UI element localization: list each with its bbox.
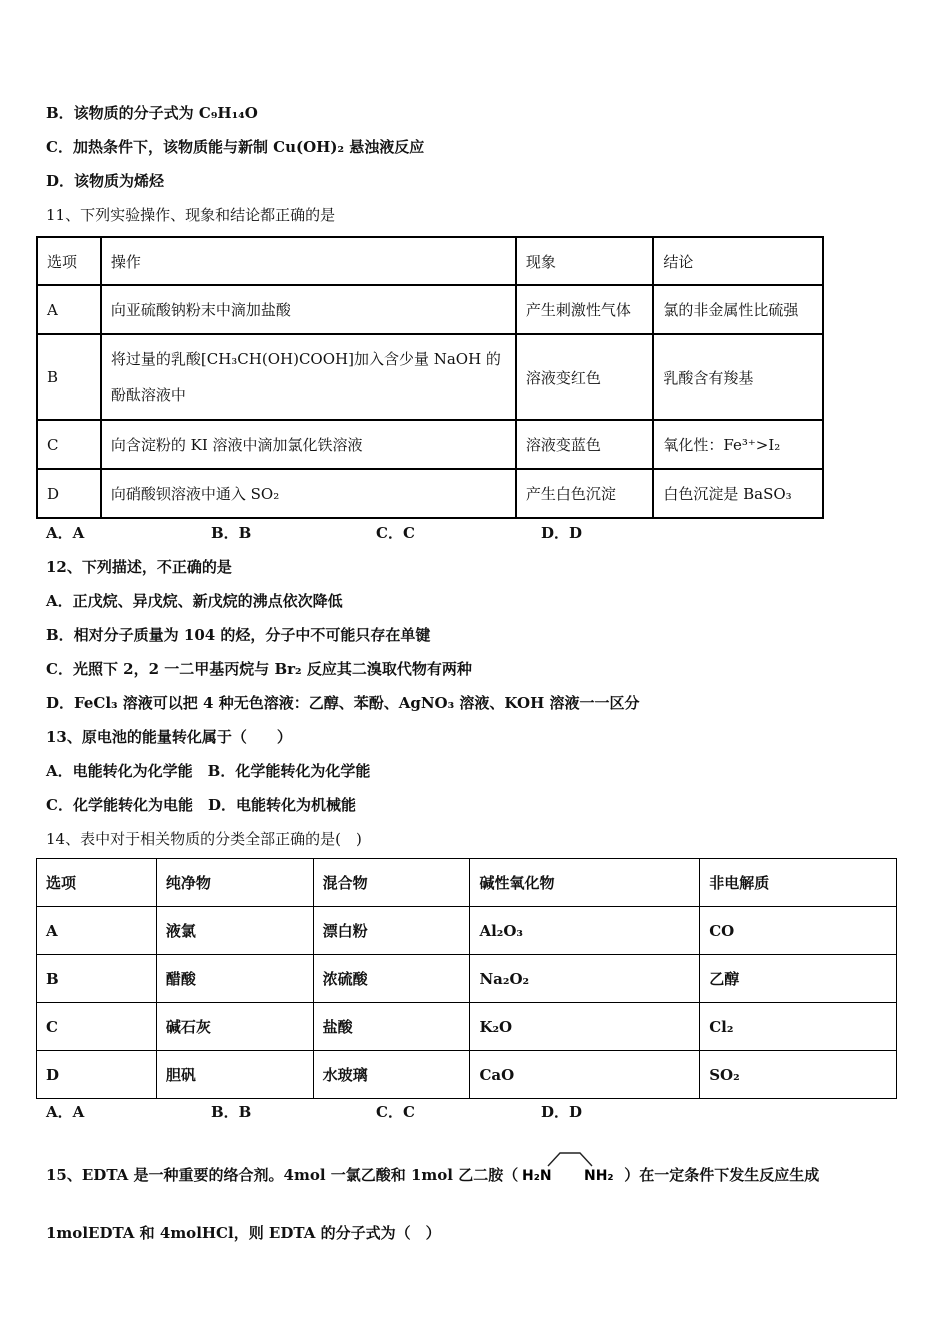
q11-cell: 向亚硫酸钠粉末中滴加盐酸 — [101, 285, 516, 334]
q11-header-operation: 操作 — [101, 237, 516, 285]
q12-option-d: D．FeCl₃ 溶液可以把 4 种无色溶液：乙醇、苯酚、AgNO₃ 溶液、KOH 溶液一一区分 — [46, 694, 640, 712]
q14-cell: Na₂O₂ — [470, 955, 700, 1003]
q15-stem-line1 — [46, 1150, 819, 1202]
q14-header-basic-oxide: 碱性氧化物 — [470, 859, 700, 907]
q14-header-option: 选项 — [37, 859, 157, 907]
q14-cell: 水玻璃 — [313, 1051, 470, 1099]
q14-answer-b: B．B — [211, 1103, 252, 1121]
q12-option-a: A．正戊烷、异戊烷、新戊烷的沸点依次降低 — [46, 592, 343, 610]
mol-left-label: H₂N — [522, 1168, 552, 1184]
q14-answer-options — [46, 1101, 582, 1122]
q14-cell: A — [37, 907, 157, 955]
q15-stem-part1: 15、EDTA 是一种重要的络合剂。4mol 一氯乙酸和 1mol 乙二胺（ — [46, 1166, 519, 1184]
q15-stem-part2: ）在一定条件下发生反应生成 — [624, 1166, 820, 1184]
q12-option-c: C．光照下 2，2 一二甲基丙烷与 Br₂ 反应其二溴取代物有两种 — [46, 660, 472, 678]
q11-cell: 溶液变红色 — [516, 334, 654, 420]
q14-cell: 液氯 — [156, 907, 313, 955]
q14-cell: CO — [700, 907, 897, 955]
q14-table — [36, 858, 897, 1099]
q11-answer-options — [46, 522, 582, 543]
q11-header-option: 选项 — [37, 237, 101, 285]
q11-cell: 溶液变蓝色 — [516, 420, 654, 469]
q14-cell: 碱石灰 — [156, 1003, 313, 1051]
q14-cell: Al₂O₃ — [470, 907, 700, 955]
q11-header-phenomenon: 现象 — [516, 237, 654, 285]
q11-cell: 乳酸含有羧基 — [653, 334, 823, 420]
q14-cell: 盐酸 — [313, 1003, 470, 1051]
q15-stem-line2: 1molEDTA 和 4molHCl，则 EDTA 的分子式为（ ） — [46, 1224, 441, 1242]
q11-answer-c: C．C — [376, 524, 415, 542]
q14-cell: 漂白粉 — [313, 907, 470, 955]
q11-cell: 产生白色沉淀 — [516, 469, 654, 518]
q11-cell: C — [37, 420, 101, 469]
q11-answer-a: A．A — [46, 524, 85, 542]
q11-cell: B — [37, 334, 101, 420]
q10-option-b: B．该物质的分子式为 C₉H₁₄O — [46, 104, 258, 122]
q11-stem: 11、下列实验操作、现象和结论都正确的是 — [46, 206, 336, 224]
q11-answer-b: B．B — [211, 524, 252, 542]
q13-options-cd: C．化学能转化为电能 D．电能转化为机械能 — [46, 796, 356, 814]
mol-right-label: NH₂ — [584, 1168, 614, 1184]
q11-cell: A — [37, 285, 101, 334]
q14-cell: 浓硫酸 — [313, 955, 470, 1003]
ethylenediamine-structure — [522, 1150, 620, 1202]
q14-cell: 乙醇 — [700, 955, 897, 1003]
q13-options-ab: A．电能转化为化学能 B．化学能转化为化学能 — [46, 762, 371, 780]
q12-option-b: B．相对分子质量为 104 的烃，分子中不可能只存在单键 — [46, 626, 431, 644]
q14-cell: K₂O — [470, 1003, 700, 1051]
q11-cell: 向硝酸钡溶液中通入 SO₂ — [101, 469, 516, 518]
q11-answer-d: D．D — [541, 524, 583, 542]
q11-cell: 氧化性：Fe³⁺>I₂ — [653, 420, 823, 469]
q11-cell: 将过量的乳酸[CH₃CH(OH)COOH]加入含少量 NaOH 的酚酞溶液中 — [101, 334, 516, 420]
q14-answer-a: A．A — [46, 1103, 85, 1121]
q14-cell: Cl₂ — [700, 1003, 897, 1051]
q14-stem: 14、表中对于相关物质的分类全部正确的是( ) — [46, 830, 362, 848]
q14-cell: SO₂ — [700, 1051, 897, 1099]
q11-table — [36, 236, 824, 519]
q14-cell: D — [37, 1051, 157, 1099]
q10-option-c: C．加热条件下，该物质能与新制 Cu(OH)₂ 悬浊液反应 — [46, 138, 425, 156]
q14-cell: CaO — [470, 1051, 700, 1099]
q11-cell: 氯的非金属性比硫强 — [653, 285, 823, 334]
q14-cell: 醋酸 — [156, 955, 313, 1003]
q14-cell: B — [37, 955, 157, 1003]
q13-stem: 13、原电池的能量转化属于（ ） — [46, 728, 292, 746]
q14-cell: C — [37, 1003, 157, 1051]
q11-cell: 向含淀粉的 KI 溶液中滴加氯化铁溶液 — [101, 420, 516, 469]
q14-header-nonelectrolyte: 非电解质 — [700, 859, 897, 907]
q14-cell: 胆矾 — [156, 1051, 313, 1099]
q11-header-conclusion: 结论 — [653, 237, 823, 285]
q14-header-mixture: 混合物 — [313, 859, 470, 907]
q11-cell: D — [37, 469, 101, 518]
q14-header-pure: 纯净物 — [156, 859, 313, 907]
q11-cell: 白色沉淀是 BaSO₃ — [653, 469, 823, 518]
q14-answer-d: D．D — [541, 1103, 583, 1121]
q14-answer-c: C．C — [376, 1103, 415, 1121]
ethylenediamine-icon — [522, 1150, 620, 1188]
q11-cell: 产生刺激性气体 — [516, 285, 654, 334]
q12-stem: 12、下列描述，不正确的是 — [46, 558, 232, 576]
q10-option-d: D．该物质为烯烃 — [46, 172, 165, 190]
